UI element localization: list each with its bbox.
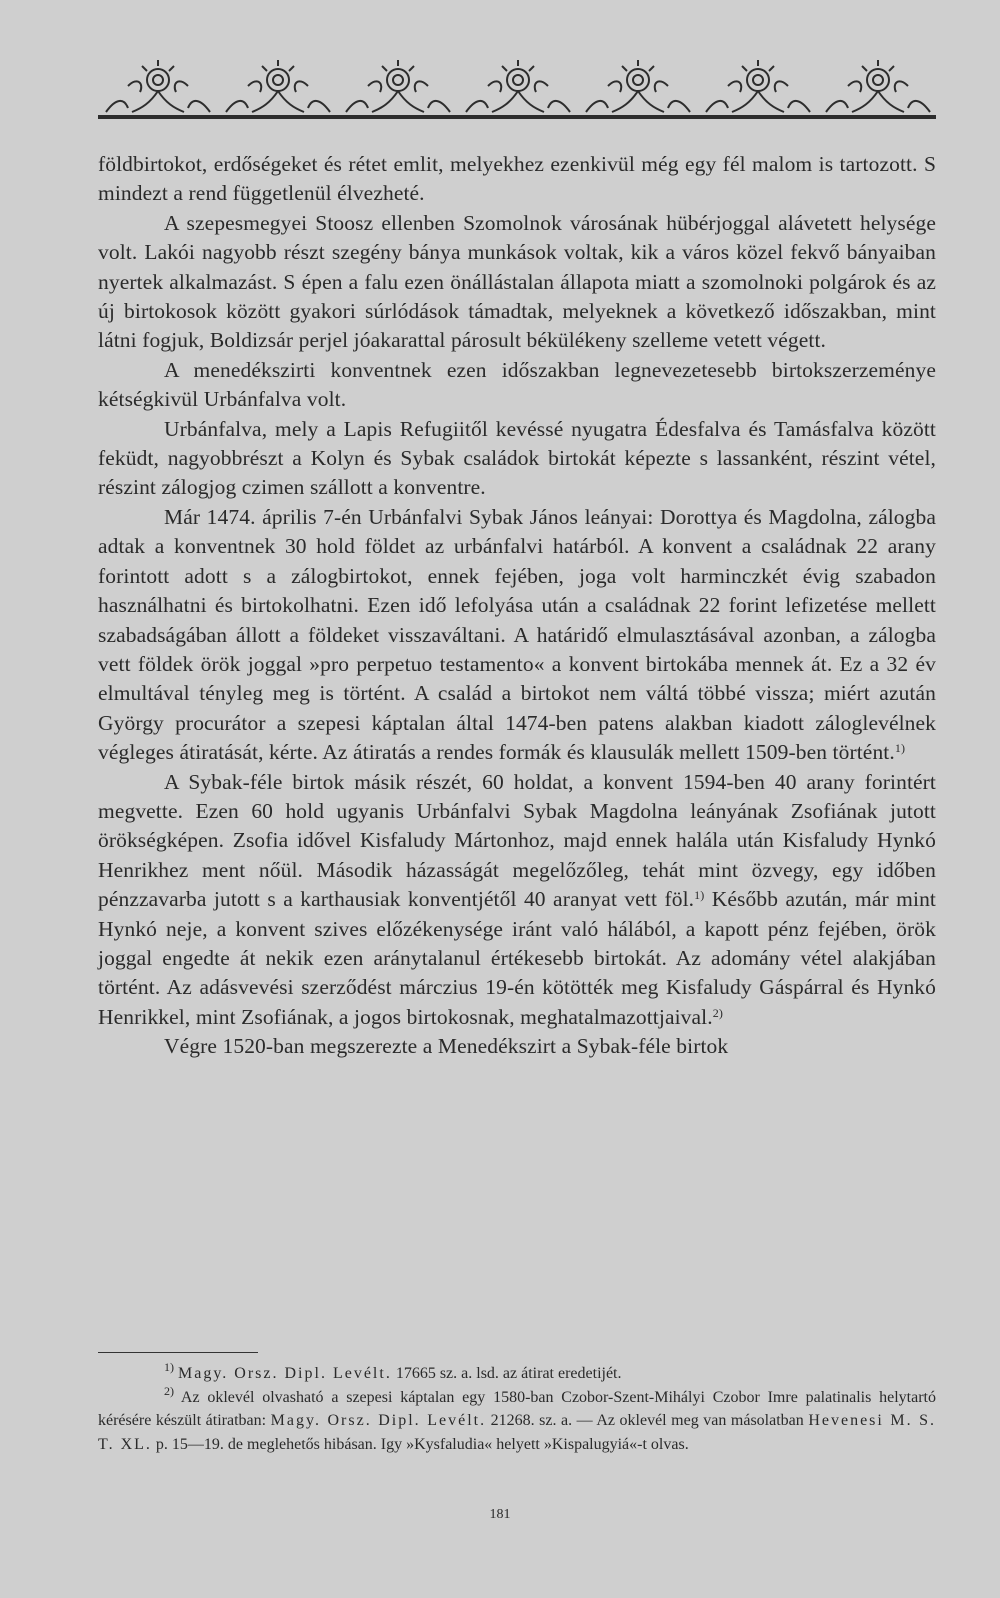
footnote [98,1362,936,1386]
footnote-text: p. 15—19. de meglehetős hibásan. Igy »Kysfaludia« helyett »Kispalugyiá«-t olvas. [155,1435,689,1453]
paragraph-text: Már 1474. április 7-én Urbánfalvi Sybak János leányai: Dorottya és Magdolna, zálogba adtak a konventnek 30 hold földet az urbánfalvi határból. A konvent a családnak 22 arany forintott adott s a zálogbirtokot, ennek fejében, joga volt harminczkét évig szabadon használhatni és birtokolhatni. Ezen idő lefolyása után a családnak 22 forint lefizetése mellett szabadságában állott a földeket visszaváltani. A határidő elmulasztásával azonban, a zálogba vett földek örök joggal »pro perpetuo testamento« a konvent birtokába mennek át. Ez a 32 év elmultával tényleg meg is történt. A család a birtokot nem váltá többé vissza; miért azután György procurátor a szepesi káptalan által 1474-ben patens alakban kiadott záloglevélnek végleges átiratását, kérte. Az átiratás a rendes formák és klausulák mellett 1509-ben történt. [98,504,936,765]
paragraph: A szepesmegyei Stoosz ellenben Szomolnok városának hübérjoggal alávetett helysége volt. Lakói nagyobb részt szegény bánya munkások voltak, kik a város közel fekvő bányaiban nyertek alkalmazást. S épen a falu ezen önállástalan állapota miatt a szomolnoki polgárok és az új birtokosok között gyakori súrlódások támadtak, melyeknek a következő időszakban, mint látni fogjuk, Boldizsár perjel jóakarattal párosult békülékeny szelleme vetett végett. [98,210,936,353]
paragraph: Végre 1520-ban megszerezte a Menedékszirt a Sybak-féle birtok [164,1034,729,1059]
footnotes [98,1362,936,1456]
paragraph [98,503,936,768]
footnote-source: Magy. Orsz. Dipl. Levélt. [270,1412,487,1429]
footnote-ref: 1) [694,888,705,903]
decorative-floral-header [98,58,936,122]
footnote-ref: 1) [894,741,906,756]
paragraph [98,768,936,1033]
paragraph: A menedékszirti konventnek ezen időszakban legnevezetesebb birtokszerzeménye kétségkivül Urbánfalva volt. [98,357,936,412]
footnote-mark: 1) [164,1360,174,1374]
paragraph-text: Később azután, már mint Hynkó neje, a konvent szives előzékenysége iránt való hálából, a kapott pénz fejében, örök joggal engedte át nekik ezen aránytalanul értékesebb birtokát. Az adomány vétel alakjában történt. Az adásvevési szerződést márczius 19-én kötötték meg Kisfaludy Gáspárral és Hynkó Henrikkel, mint Zsofiának, a jogos birtokosnak, meghatalmazottjaival. [98,887,937,1029]
footnote-text: Az oklevél olvasható a szepesi káptalan egy 1580-ban Czobor-Szent-Mihályi Czobor Imre palatinalis helytartó kérésére készült átiratban: [98,1388,936,1429]
footnote [98,1383,937,1457]
footnote-text: 21268. sz. a. — Az oklevél meg van másolatban [490,1412,804,1429]
page-number: 181 [489,1507,511,1522]
footnote-mark: 2) [164,1383,174,1398]
footnote-text: 17665 sz. a. lsd. az átirat eredetijét. [395,1365,622,1382]
main-text [98,150,936,1062]
footnote-source: Magy. Orsz. Dipl. Levélt. [178,1365,392,1382]
paragraph: Urbánfalva, mely a Lapis Refugiitől kevéssé nyugatra Édesfalva és Tamásfalva között feküdt, nagyobbrészt a Kolyn és Sybak családok birtokát képezte s lassanként, részint vétel, részint zálogjog czimen szállott a konventre. [98,416,936,500]
footnote-source: Hevenesi M. S. T. XL. [98,1412,937,1453]
paragraph-text: A Sybak-féle birtok másik részét, 60 holdat, a konvent 1594-ben 40 arany forintért megvette. Ezen 60 hold ugyanis Urbánfalvi Sybak Magdolna leányának Zsofiának jutott örökségképen. Zsofia idővel Kisfaludy Mártonhoz, majd ennek halála után Kisfaludy Hynkó Henrikhez ment nőül. Második házasságát megelőzőleg, tehát mint özvegy, egy időben pénzzavarba jutott s a karthausiak konventjétől 40 aranyat vett föl. [98,769,936,912]
paragraph: földbirtokot, erdőségeket és rétet emlit, melyekhez ezenkivül még egy fél malom is tartozott. S mindezt a rend függetlenül élvezheté. [98,152,936,206]
footnote-separator [98,1352,258,1353]
footnote-ref: 2) [712,1005,723,1020]
